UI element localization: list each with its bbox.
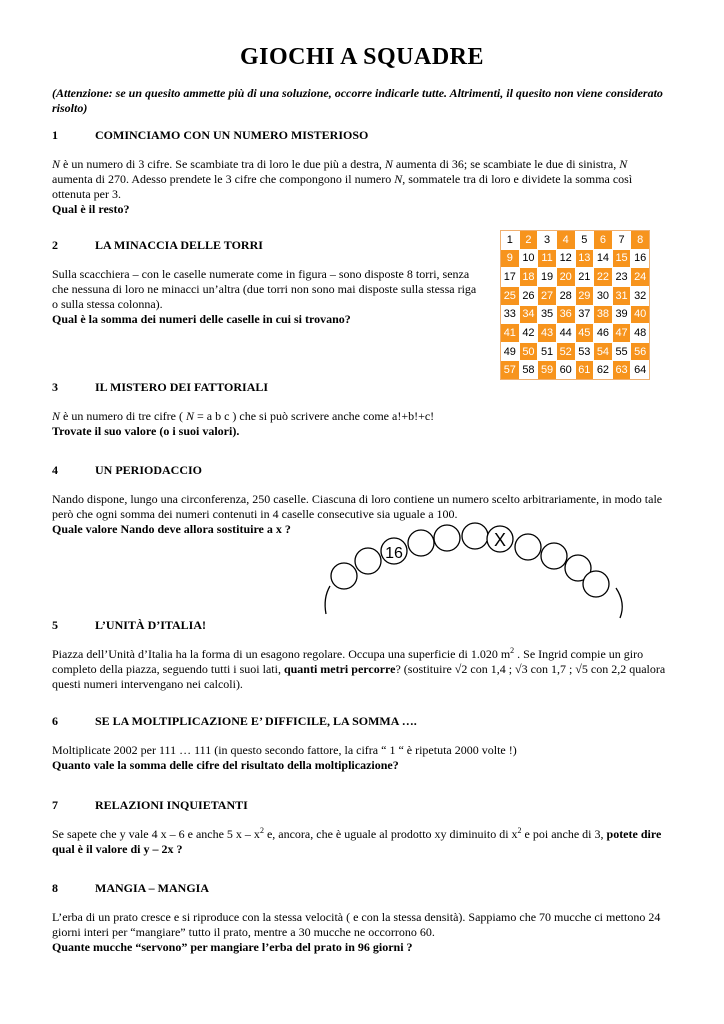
board-cell-33: 33 <box>501 306 519 324</box>
board-cell-5: 5 <box>576 231 594 249</box>
page-title: GIOCHI A SQUADRE <box>239 44 485 70</box>
board-cell-29: 29 <box>576 287 594 305</box>
board-cell-62: 62 <box>594 361 612 379</box>
board-cell-12: 12 <box>557 250 575 268</box>
section-7-heading <box>52 798 692 813</box>
section-8-heading <box>52 881 692 896</box>
board-cell-53: 53 <box>576 343 594 361</box>
section-title: IL MISTERO DEI FATTORIALI <box>95 380 269 394</box>
section-1-question: Qual è il resto? <box>52 202 130 216</box>
section-number: 4 <box>52 463 58 477</box>
board-cell-41: 41 <box>501 324 519 342</box>
text-part: ? (sostituire √2 con 1,4 ; √3 con 1,7 ; √5 con 2,2 qualora questi numeri intervengano nei calcoli). <box>52 662 666 691</box>
circle-value-x: X <box>493 530 507 550</box>
section-8-question: Quante mucche “servono” per mangiare l’erba del prato in 96 giorni ? <box>52 940 413 954</box>
section-5-heading <box>52 618 692 633</box>
section-2-text: Sulla scacchiera – con le caselle numerate come in figura – sono disposte 8 torri, senza che nessuna di loro ne minacci un’altra (due torri non sono mai disposte sulla stessa riga o sulla stessa colonna). <box>52 267 477 311</box>
board-cell-15: 15 <box>613 250 631 268</box>
text-part: aumenta di 270. Adesso prendete le 3 cifre che compongono il numero <box>52 172 395 186</box>
section-number: 6 <box>52 714 58 728</box>
superscript: 2 <box>259 826 264 835</box>
board-cell-13: 13 <box>576 250 594 268</box>
section-1-heading <box>52 128 692 143</box>
section-7-text <box>52 827 677 857</box>
board-cell-43: 43 <box>538 324 556 342</box>
board-cell-34: 34 <box>520 306 538 324</box>
section-number: 8 <box>52 881 58 895</box>
section-title: SE LA MOLTIPLICAZIONE E’ DIFFICILE, LA SOMMA …. <box>95 714 417 728</box>
var-n: N <box>52 157 61 171</box>
board-cell-60: 60 <box>557 361 575 379</box>
board-cell-49: 49 <box>501 343 519 361</box>
board-cell-26: 26 <box>520 287 538 305</box>
board-cell-25: 25 <box>501 287 519 305</box>
board-cell-4: 4 <box>557 231 575 249</box>
section-number: 1 <box>52 128 58 142</box>
board-cell-48: 48 <box>631 324 649 342</box>
board-cell-6: 6 <box>594 231 612 249</box>
board-cell-44: 44 <box>557 324 575 342</box>
section-6-heading <box>52 714 692 729</box>
board-cell-61: 61 <box>576 361 594 379</box>
section-title: UN PERIODACCIO <box>95 463 203 477</box>
board-cell-59: 59 <box>538 361 556 379</box>
board-cell-17: 17 <box>501 268 519 286</box>
var-n: N <box>619 157 628 171</box>
section-6 <box>52 714 692 773</box>
section-number: 5 <box>52 618 58 632</box>
section-8-text: L’erba di un prato cresce e si riproduce con la stessa velocità ( e con la stessa densità). Sappiamo che 70 mucche ci mettono 24 giorni interi per “mangiare” tutto il prato, mentre a 30 mucche ne occorrono 60. <box>52 910 661 939</box>
board-cell-3: 3 <box>538 231 556 249</box>
board-cell-11: 11 <box>538 250 556 268</box>
circle-box <box>541 543 567 569</box>
text-part: è un numero di tre cifre ( <box>60 409 186 423</box>
section-7 <box>52 798 692 857</box>
board-cell-35: 35 <box>538 306 556 324</box>
board-cell-36: 36 <box>557 306 575 324</box>
board-cell-40: 40 <box>631 306 649 324</box>
superscript: 2 <box>510 646 515 655</box>
board-cell-45: 45 <box>576 324 594 342</box>
section-title: COMINCIAMO CON UN NUMERO MISTERIOSO <box>95 128 369 142</box>
board-cell-55: 55 <box>613 343 631 361</box>
superscript: 2 <box>517 826 522 835</box>
board-cell-32: 32 <box>631 287 649 305</box>
board-cell-51: 51 <box>538 343 556 361</box>
board-cell-39: 39 <box>613 306 631 324</box>
text-part: . Se Ingrid compie un giro completo della piazza, seguendo tutti i suoi lati, <box>52 647 644 676</box>
board-cell-21: 21 <box>576 268 594 286</box>
section-2-question: Qual è la somma dei numeri delle caselle in cui si trovano? <box>52 312 351 326</box>
board-cell-54: 54 <box>594 343 612 361</box>
board-cell-18: 18 <box>520 268 538 286</box>
board-cell-52: 52 <box>557 343 575 361</box>
section-8 <box>52 881 692 955</box>
board-cell-58: 58 <box>520 361 538 379</box>
section-title: RELAZIONI INQUIETANTI <box>95 798 248 812</box>
section-number: 3 <box>52 380 58 394</box>
circle-box <box>515 534 541 560</box>
board-cell-2: 2 <box>520 231 538 249</box>
circle-box <box>462 523 488 549</box>
circle-box <box>331 563 357 589</box>
text-part: Se sapete che y vale 4 x – 6 e anche 5 x – x <box>52 827 260 841</box>
bold-question: potete dire qual è il valore di y – 2x ? <box>52 827 662 856</box>
circle-value-16: 16 <box>385 545 403 562</box>
board-cell-57: 57 <box>501 361 519 379</box>
var-n: N <box>52 409 61 423</box>
board-cell-64: 64 <box>631 361 649 379</box>
board-cell-22: 22 <box>594 268 612 286</box>
bold-question: quanti metri percorre <box>283 662 396 676</box>
board-cell-28: 28 <box>557 287 575 305</box>
board-cell-14: 14 <box>594 250 612 268</box>
text-part: Piazza dell’Unità d’Italia ha la forma di un esagono regolare. Occupa una superficie di 1.020 m <box>52 647 511 661</box>
chessboard <box>500 230 650 380</box>
circle-box <box>434 525 460 551</box>
section-3-heading <box>52 380 692 395</box>
board-cell-20: 20 <box>557 268 575 286</box>
circle-box <box>355 548 381 574</box>
section-5-text <box>52 647 672 692</box>
section-3-question: Trovate il suo valore (o i suoi valori). <box>52 424 240 438</box>
board-cell-19: 19 <box>538 268 556 286</box>
section-6-question: Quanto vale la somma delle cifre del risultato della moltiplicazione? <box>52 758 399 772</box>
circle-sequence-diagram <box>322 518 627 624</box>
board-cell-7: 7 <box>613 231 631 249</box>
section-number: 2 <box>52 238 58 252</box>
section-4-text: Nando dispone, lungo una circonferenza, 250 caselle. Ciascuna di loro contiene un numero scelto arbitrariamente, in modo tale però che ogni somma dei numeri contenuti in 4 caselle consecutive sia uguale a 100. <box>52 492 663 521</box>
section-number: 7 <box>52 798 58 812</box>
board-cell-56: 56 <box>631 343 649 361</box>
board-cell-10: 10 <box>520 250 538 268</box>
section-4-heading <box>52 463 692 478</box>
board-cell-16: 16 <box>631 250 649 268</box>
section-1 <box>52 128 692 217</box>
section-title: LA MINACCIA DELLE TORRI <box>95 238 263 252</box>
board-cell-50: 50 <box>520 343 538 361</box>
var-n: N <box>185 409 194 423</box>
instructions-note: (Attenzione: se un quesito ammette più di una soluzione, occorre indicarle tutte. Altrimenti, il quesito non viene considerato risolto) <box>52 86 663 115</box>
text-part: e, ancora, che è uguale al prodotto xy diminuito di x <box>263 827 518 841</box>
board-cell-27: 27 <box>538 287 556 305</box>
var-n: N <box>394 172 403 186</box>
section-6-text: Moltiplicate 2002 per 111 … 111 (in questo secondo fattore, la cifra “ 1 “ è ripetuta 2000 volte !) <box>52 743 517 757</box>
board-cell-1: 1 <box>501 231 519 249</box>
section-5 <box>52 618 692 692</box>
section-title: MANGIA – MANGIA <box>95 881 209 895</box>
board-cell-31: 31 <box>613 287 631 305</box>
board-cell-63: 63 <box>613 361 631 379</box>
board-cell-38: 38 <box>594 306 612 324</box>
circle-box <box>583 571 609 597</box>
board-cell-23: 23 <box>613 268 631 286</box>
text-part: , sommatele tra di loro e dividete la somma così ottenuta per 3. <box>52 172 633 201</box>
text-part: aumenta di 36; se scambiate le due di sinistra, <box>392 157 620 171</box>
section-4-question: Quale valore Nando deve allora sostituire a x ? <box>52 522 291 536</box>
text-part: è un numero di 3 cifre. Se scambiate tra di loro le due più a destra, <box>60 157 385 171</box>
var-n: N <box>384 157 393 171</box>
circle-box <box>408 530 434 556</box>
board-cell-42: 42 <box>520 324 538 342</box>
board-cell-8: 8 <box>631 231 649 249</box>
section-3-text <box>52 409 692 424</box>
board-cell-47: 47 <box>613 324 631 342</box>
text-part: e poi anche di 3, <box>521 827 607 841</box>
board-cell-37: 37 <box>576 306 594 324</box>
board-cell-24: 24 <box>631 268 649 286</box>
arc-continuation <box>325 586 330 614</box>
section-title: L’UNITÀ D’ITALIA! <box>95 618 207 632</box>
section-3 <box>52 380 692 439</box>
board-cell-46: 46 <box>594 324 612 342</box>
text-part: = a b c ) che si può scrivere anche come a!+b!+c! <box>193 409 435 423</box>
section-1-text <box>52 157 642 202</box>
arc-continuation <box>616 588 622 618</box>
board-cell-30: 30 <box>594 287 612 305</box>
board-cell-9: 9 <box>501 250 519 268</box>
